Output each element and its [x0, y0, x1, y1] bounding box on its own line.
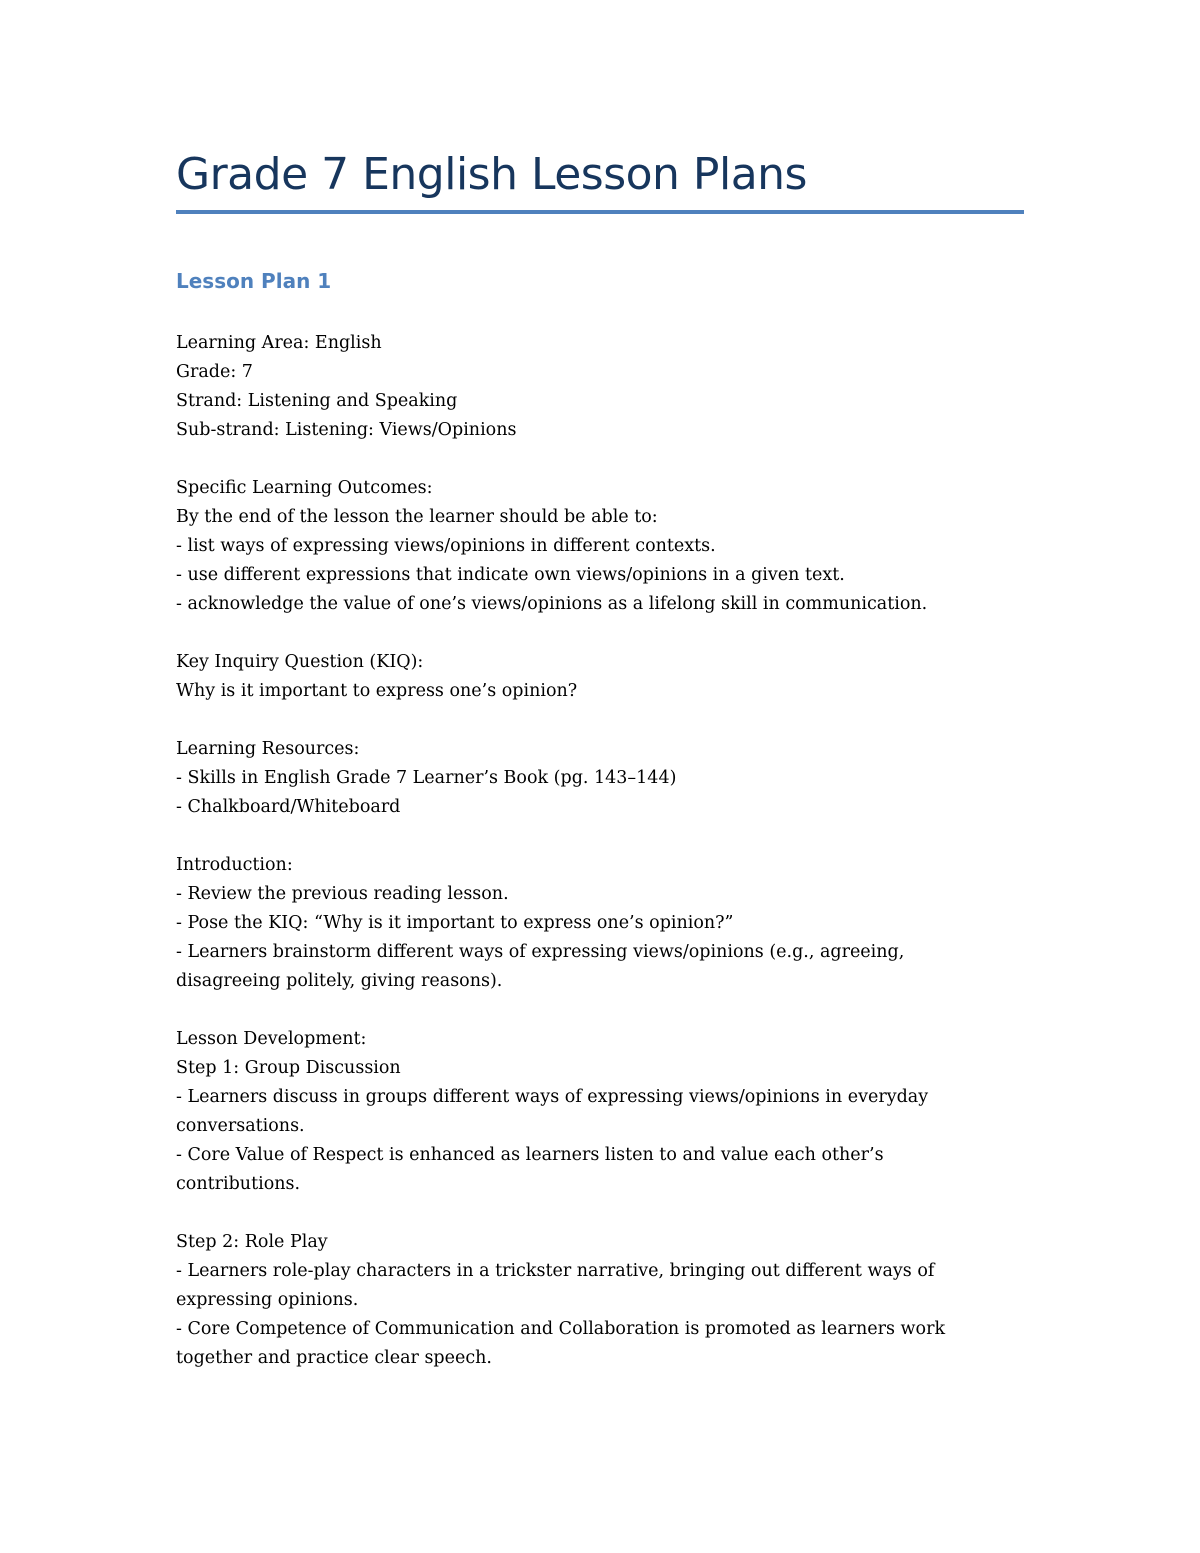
- section-heading: Key Inquiry Question (KIQ):: [176, 652, 424, 672]
- section-heading: Specific Learning Outcomes:: [176, 478, 433, 498]
- list-item: - acknowledge the value of one’s views/opinions as a lifelong skill in communication.: [176, 594, 928, 614]
- list-item: - Learners brainstorm different ways of expressing views/opinions (e.g., agreeing, disagreeing politely, giving reasons).: [176, 942, 905, 991]
- key-inquiry-section: [176, 648, 1026, 706]
- section-heading: Lesson Development:: [176, 1029, 367, 1049]
- key-inquiry-question: Why is it important to express one’s opinion?: [176, 681, 578, 701]
- list-item: - Chalkboard/Whiteboard: [176, 797, 401, 817]
- list-item: - Pose the KIQ: “Why is it important to express one’s opinion?”: [176, 913, 734, 933]
- sub-strand: Sub-strand: Listening: Views/Opinions: [176, 420, 517, 440]
- learning-resources-section: [176, 735, 1026, 822]
- list-item: - use different expressions that indicate own views/opinions in a given text.: [176, 565, 845, 585]
- strand: Strand: Listening and Speaking: [176, 391, 458, 411]
- title-underline: [176, 210, 1024, 214]
- lesson-heading: Lesson Plan 1: [176, 269, 332, 293]
- list-item: - list ways of expressing views/opinions in different contexts.: [176, 536, 716, 556]
- document-content: [176, 140, 1026, 1373]
- step-title: Step 2: Role Play: [176, 1232, 328, 1252]
- section-heading: Introduction:: [176, 855, 293, 875]
- list-item: - Learners discuss in groups different ways of expressing views/opinions in everyday conversations.: [176, 1087, 929, 1136]
- step-title: Step 1: Group Discussion: [176, 1058, 401, 1078]
- introduction-section: [176, 851, 1026, 996]
- list-item: - Learners role-play characters in a trickster narrative, bringing out different ways of expressing opinions.: [176, 1261, 935, 1310]
- step-2-section: [176, 1228, 1026, 1373]
- grade: Grade: 7: [176, 362, 253, 382]
- lesson-development-section: [176, 1025, 1026, 1199]
- document-title: Grade 7 English Lesson Plans: [176, 149, 807, 200]
- learning-area: Learning Area: English: [176, 333, 382, 353]
- lesson-details: [176, 329, 1026, 445]
- outcomes-intro: By the end of the lesson the learner should be able to:: [176, 507, 658, 527]
- list-item: - Core Competence of Communication and Collaboration is promoted as learners work together and practice clear speech.: [176, 1319, 946, 1368]
- list-item: - Review the previous reading lesson.: [176, 884, 509, 904]
- section-heading: Learning Resources:: [176, 739, 360, 759]
- list-item: - Skills in English Grade 7 Learner’s Book (pg. 143–144): [176, 768, 677, 788]
- learning-outcomes-section: [176, 474, 1026, 619]
- list-item: - Core Value of Respect is enhanced as learners listen to and value each other’s contributions.: [176, 1145, 884, 1194]
